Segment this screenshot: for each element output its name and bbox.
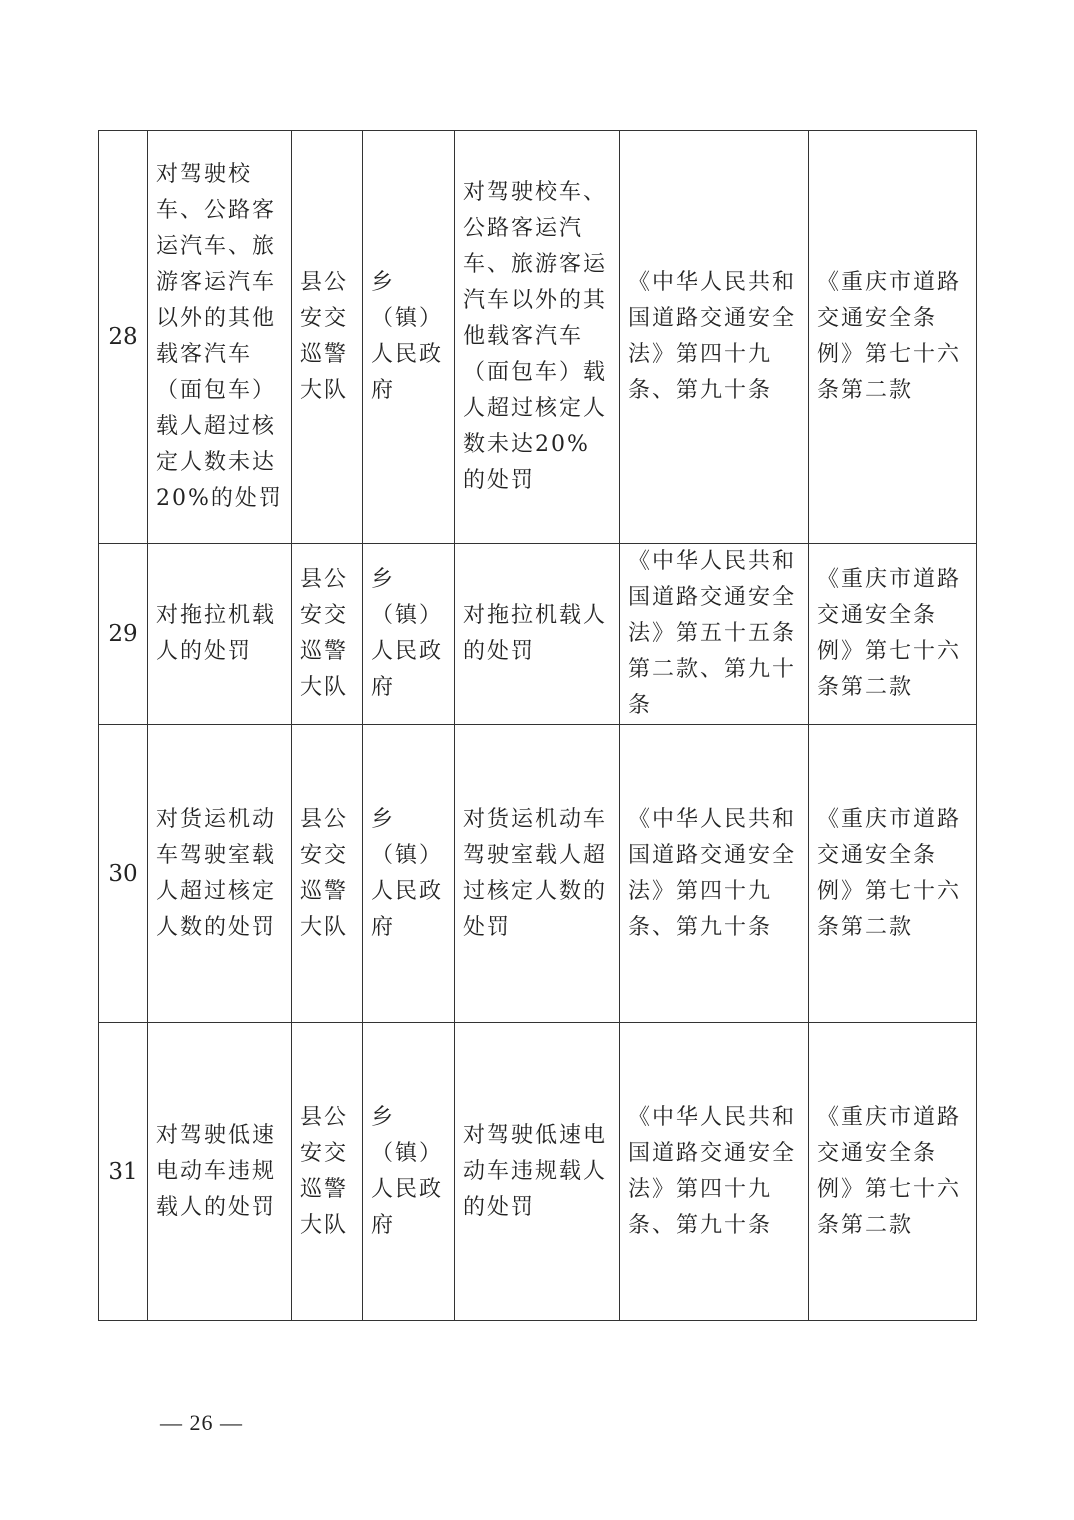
- page-number: — 26 —: [160, 1410, 243, 1435]
- row-number: 31: [99, 1023, 148, 1321]
- department-cell: 县公安交巡警大队: [292, 544, 363, 725]
- law-basis-cell: 《中华人民共和国道路交通安全法》第四十九条、第九十条: [620, 725, 809, 1023]
- content-cell: 对驾驶校车、公路客运汽车、旅游客运汽车以外的其他载客汽车（面包车）载人超过核定人数未达20%的处罚: [455, 131, 620, 544]
- regulation-basis-cell: 《重庆市道路交通安全条例》第七十六条第二款: [809, 544, 977, 725]
- department-cell: 县公安交巡警大队: [292, 1023, 363, 1321]
- table-row: [99, 1023, 977, 1321]
- table-row: [99, 725, 977, 1023]
- row-number: 28: [99, 131, 148, 544]
- row-number: 29: [99, 544, 148, 725]
- law-basis-cell: 《中华人民共和国道路交通安全法》第四十九条、第九十条: [620, 1023, 809, 1321]
- content-cell: 对驾驶低速电动车违规载人的处罚: [455, 1023, 620, 1321]
- regulation-basis-cell: 《重庆市道路交通安全条例》第七十六条第二款: [809, 131, 977, 544]
- item-name-cell: 对驾驶低速电动车违规载人的处罚: [148, 1023, 292, 1321]
- item-name-cell: 对货运机动车驾驶室载人超过核定人数的处罚: [148, 725, 292, 1023]
- agency-cell: 乡（镇）人民政府: [363, 131, 455, 544]
- agency-cell: 乡（镇）人民政府: [363, 1023, 455, 1321]
- agency-cell: 乡（镇）人民政府: [363, 544, 455, 725]
- penalty-items-table: [98, 130, 977, 1321]
- table-row: [99, 544, 977, 725]
- content-cell: 对拖拉机载人的处罚: [455, 544, 620, 725]
- content-cell: 对货运机动车驾驶室载人超过核定人数的处罚: [455, 725, 620, 1023]
- law-basis-cell: 《中华人民共和国道路交通安全法》第四十九条、第九十条: [620, 131, 809, 544]
- item-name-cell: 对拖拉机载人的处罚: [148, 544, 292, 725]
- row-number: 30: [99, 725, 148, 1023]
- regulation-basis-cell: 《重庆市道路交通安全条例》第七十六条第二款: [809, 725, 977, 1023]
- department-cell: 县公安交巡警大队: [292, 131, 363, 544]
- agency-cell: 乡（镇）人民政府: [363, 725, 455, 1023]
- table-row: [99, 131, 977, 544]
- department-cell: 县公安交巡警大队: [292, 725, 363, 1023]
- regulation-basis-cell: 《重庆市道路交通安全条例》第七十六条第二款: [809, 1023, 977, 1321]
- item-name-cell: 对驾驶校车、公路客运汽车、旅游客运汽车以外的其他载客汽车（面包车）载人超过核定人数未达20%的处罚: [148, 131, 292, 544]
- law-basis-cell: 《中华人民共和国道路交通安全法》第五十五条第二款、第九十条: [620, 544, 809, 725]
